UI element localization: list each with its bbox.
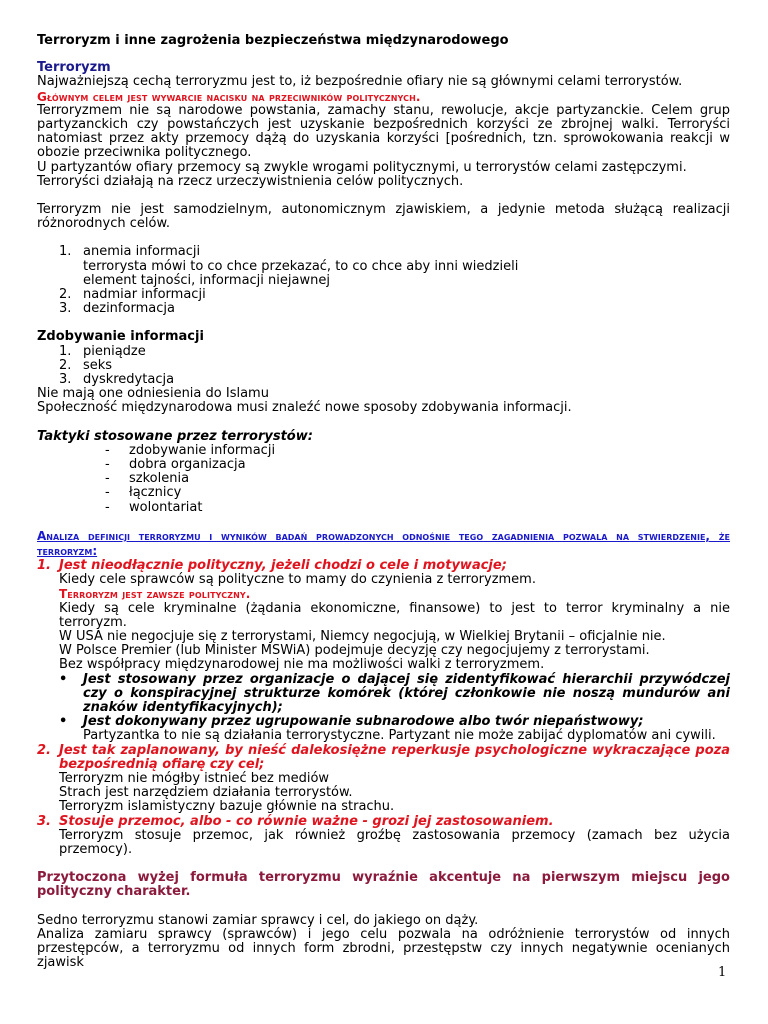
bullet-item: • Jest stosowany przez organizacje o dającej się zidentyfikować hierarchii przywódczej czy o konspiracyjnej strukturze komórek (której członkowie nie noszą mundurów ani znaków identyfikacyjnych); (59, 671, 730, 715)
paragraph: Terroryzm stosuje przemoc, jak również groźbę zastosowania przemocy (zamach bez użycia przemocy). (59, 827, 730, 857)
summary-emphasis: Przytoczona wyżej formuła terroryzmu wyraźnie akcentuje na pierwszym miejscu jego polityczny charakter. (37, 870, 730, 900)
section-heading-taktyki: Taktyki stosowane przez terrorystów: (37, 428, 313, 444)
paragraph: Terroryzmem nie są narodowe powstania, zamachy stanu, rewolucje, akcje partyzanckie. Celem grup partyzanckich czy powstańczych jest uzyskanie bezpośrednich korzyści ze zbrojnej walki. Terroryści natomiast przez akty przemocy dążą do uzyskania korzyści [pośrednich, tzn. sprowokowania reakcji w obozie przeciwnika politycznego. (37, 102, 730, 161)
criterion-1: 1. Jest nieodłącznie polityczny, jeżeli chodzi o cele i motywacje; (37, 557, 507, 573)
paragraph: Terroryzm nie mógłby istnieć bez mediów (59, 770, 330, 786)
paragraph: W Polsce Premier (lub Minister MSWiA) podejmuje decyzję czy negocjujemy z terrorystami. (59, 643, 650, 659)
numbered-list-information (37, 245, 730, 316)
list-item: 1. anemia informacji (59, 244, 201, 260)
paragraph: Strach jest narzędziem działania terrorystów. (59, 785, 353, 801)
paragraph: U partyzantów ofiary przemocy są zwykle wrogami politycznymi, u terrorystów celami zastępczymi. (37, 159, 687, 175)
list-item: 3. dyskredytacja (59, 372, 175, 388)
document-page (37, 34, 730, 970)
list-item: - zdobywanie informacji (105, 442, 276, 458)
analysis-link-heading[interactable]: Analiza definicji terroryzmu i wyników badań prowadzonych odnośnie tego zagadnienia pozwala na stwierdzenie, że terroryzm: (37, 528, 730, 558)
document-title: Terroryzm i inne zagrożenia bezpieczeństwa międzynarodowego (37, 33, 509, 48)
paragraph: Kiedy cele sprawców są polityczne to mamy do czynienia z terroryzmem. (59, 572, 536, 588)
criterion-2: 2. Jest tak zaplanowany, by nieść dalekosiężne reperkusje psychologiczne wykraczające poza bezpośrednią ofiarę czy cel; (37, 742, 730, 772)
list-item: 2. nadmiar informacji (59, 287, 206, 303)
list-item: - łącznicy (105, 485, 182, 501)
paragraph: W USA nie negocjuje się z terrorystami, Niemcy negocjują, w Wielkiej Brytanii – oficjalnie nie. (59, 628, 666, 644)
section-heading-zdobywanie: Zdobywanie informacji (37, 329, 204, 345)
paragraph: Kiedy są cele kryminalne (żądania ekonomiczne, finansowe) to jest to terror kryminalny a nie terroryzm. (59, 600, 730, 630)
dash-list-tactics (37, 444, 730, 515)
paragraph: Bez współpracy międzynarodowej nie ma możliwości walki z terroryzmem. (59, 657, 545, 673)
paragraph: Terroryzm nie jest samodzielnym, autonomicznym zjawiskiem, a jedynie metoda służącą realizacji różnorodnych celów. (37, 202, 730, 232)
list-item: - dobra organizacja (105, 457, 246, 473)
page-number: 1 (718, 965, 727, 980)
paragraph: Najważniejszą cechą terroryzmu jest to, iż bezpośrednie ofiary nie są głównymi celami terrorystów. (37, 74, 683, 90)
section-heading-terroryzm: Terroryzm (37, 60, 111, 76)
list-item: - wolontariat (105, 499, 203, 515)
list-item: 1. pieniądze (59, 343, 146, 359)
paragraph: Nie mają one odniesienia do Islamu (37, 386, 269, 402)
paragraph: Analiza zamiaru sprawcy (sprawców) i jego celu pozwala na odróżnienie terrorystów od innych przestępców, a terroryzmu od innych form zbrodni, przestępstw czy innych negatywnie ocenianych zjawisk (37, 926, 730, 971)
numbered-list-methods (37, 345, 730, 388)
bullet-item: • Jest dokonywany przez ugrupowanie subnarodowe albo twór niepaństwowy; (59, 714, 644, 730)
list-item: 2. seks (59, 357, 113, 373)
paragraph: Terroryści działają na rzecz urzeczywistnienia celów politycznych. (37, 173, 464, 189)
paragraph: Sedno terroryzmu stanowi zamiar sprawcy i cel, do jakiego on dąży. (37, 912, 479, 928)
red-emphasis: Głównym celem jest wywarcie nacisku na przeciwników politycznych. (37, 89, 421, 104)
criterion-3: 3. Stosuje przemoc, albo - co równie ważne - grozi jej zastosowaniem. (37, 813, 554, 829)
paragraph: Terroryzm islamistyczny bazuje głównie na strachu. (59, 799, 395, 815)
list-subitem: terrorysta mówi to co chce przekazać, to co chce aby inni wiedzieli (83, 258, 519, 274)
list-item: 3. dezinformacja (59, 301, 175, 317)
list-item: - szkolenia (105, 471, 190, 487)
list-subitem: element tajności, informacji niejawnej (83, 272, 330, 288)
paragraph: Partyzantka to nie są działania terrorystyczne. Partyzant nie może zabijać dyplomatów ani cywili. (83, 728, 716, 744)
red-emphasis: Terroryzm jest zawsze polityczny. (59, 587, 251, 602)
paragraph: Społeczność międzynarodowa musi znaleźć nowe sposoby zdobywania informacji. (37, 400, 572, 416)
